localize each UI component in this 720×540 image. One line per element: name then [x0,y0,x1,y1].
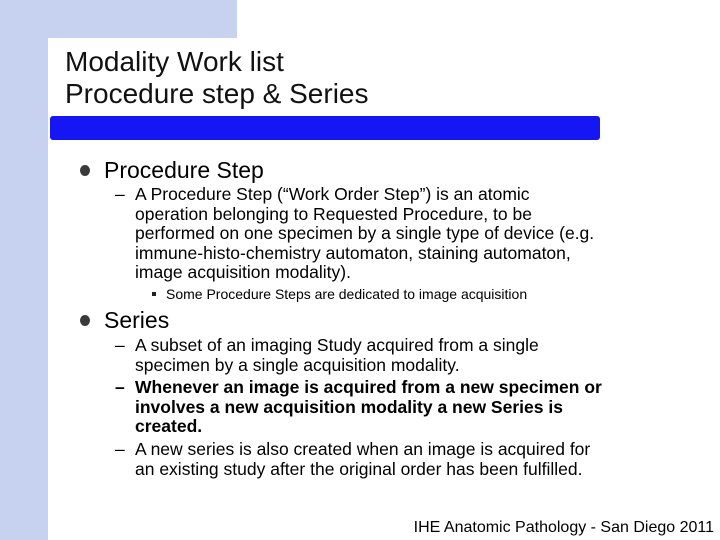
text-line: created. [135,416,203,436]
text-line: an existing study after the original order has been fulfilled. [135,458,583,479]
sub-item-text: Some Procedure Steps are dedicated to image acquisition [166,286,528,302]
bullet-heading: Procedure Step [104,157,264,183]
dash-icon: – [115,184,125,204]
text-line: immune-histo-chemistry automaton, staining automaton, [135,242,571,263]
dash-icon: – [115,439,125,459]
text-line: A subset of an imaging Study acquired from a single [135,335,539,355]
dash-icon: – [115,335,125,355]
text-line: specimen by a single acquisition modality. [135,354,460,375]
slide-title-line-1: Modality Work list [65,46,284,77]
slide-title [65,46,369,110]
dash-icon: – [115,377,125,397]
side-decoration-band [0,0,48,540]
title-underline-bar [50,116,600,140]
text-line: Whenever an image is acquired from a new specimen or [135,377,602,397]
text-line: image acquisition modality). [135,262,351,282]
text-line: A new series is also created when an image is acquired for [135,439,591,459]
top-decoration-band [0,0,237,38]
bullet-dot-icon [80,165,90,176]
slide-footer: IHE Anatomic Pathology - San Diego 2011 [413,519,714,536]
text-line: operation belonging to Requested Procedure, to be [135,203,532,224]
bullet-heading: Series [104,307,170,333]
text-line: involves a new acquisition modality a new Series is [135,396,563,417]
text-line: performed on one specimen by a single type of device (e.g. [135,223,595,243]
square-bullet-icon [152,292,156,296]
text-line: A Procedure Step (“Work Order Step”) is an atomic [135,184,530,204]
bullet-dot-icon [80,315,90,326]
slide-title-line-2: Procedure step & Series [65,78,369,109]
